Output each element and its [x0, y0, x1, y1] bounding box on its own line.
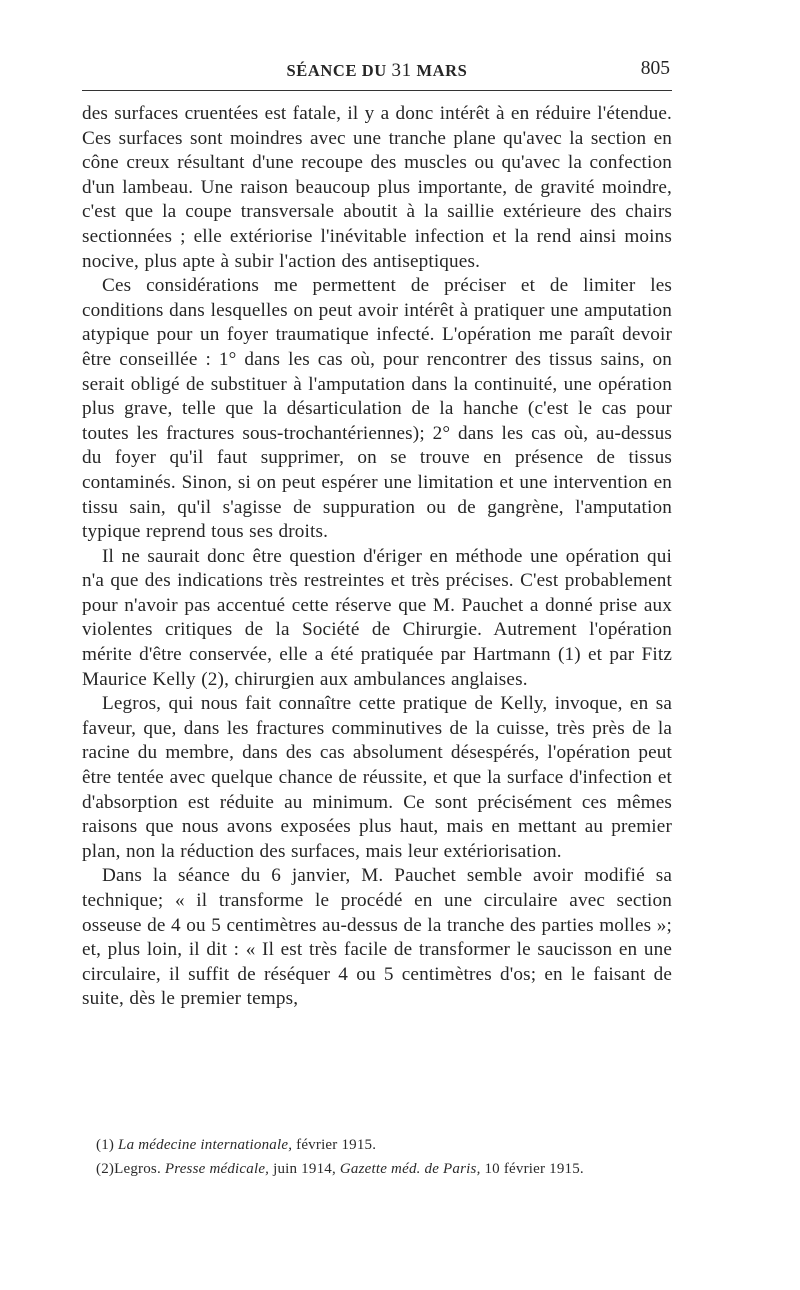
footnote-1-date: février 1915. — [292, 1137, 377, 1153]
footnote-2 — [96, 1157, 696, 1181]
paragraph-5: Dans la séance du 6 janvier, M. Pauchet semble avoir modifié sa technique; « il transforme le procédé en une circulaire avec section osseuse de 4 ou 5 centimètres au-dessus de la tranche des parties molles »; et, plus loin, il dit : « Il est très facile de transformer le saucisson en une circulaire, il suffit de réséquer 4 ou 5 centimètres d'os; en le faisant de suite, dès le premier temps, — [82, 865, 672, 1010]
footnote-2-author: Legros. — [114, 1161, 165, 1177]
paragraph-1: des surfaces cruentées est fatale, il y a donc intérêt à en réduire l'étendue. Ces surfaces sont moindres avec une tranche plane qu'avec la section en cône creux résultant d'une recoupe des muscles ou qu'avec la confection d'un lambeau. Une raison beaucoup plus importante, de gravité moindre, c'est que la coupe transversale aboutit à la saillie extérieure des chairs sectionnées ; elle extériorise l'inévitable infection et la rend ainsi moins nocive, plus apte à subir l'action des antiseptiques. — [82, 103, 672, 272]
header-title — [82, 60, 672, 82]
footnote-2-source-1: Presse médicale, — [164, 1161, 270, 1177]
paragraph-4: Legros, qui nous fait connaître cette pratique de Kelly, invoque, en sa faveur, que, dans les fractures comminutives de la cuisse, très près de la racine du membre, dans des cas absolument désespérés, l'opération peut être tentée avec quelque chance de réussite, et que la surface d'infection et d'absorption est réduite au minimum. Ce sont précisément ces mêmes raisons que nous avons exposées plus haut, mais en mettant au premier plan, non la réduction des surfaces, mais leur extériorisation. — [82, 693, 672, 862]
page — [82, 52, 672, 1012]
body-text — [82, 102, 672, 1012]
running-header — [82, 52, 672, 91]
footnote-1-source: La médecine internationale, — [118, 1137, 293, 1153]
footnote-1-marker: (1) — [96, 1137, 115, 1153]
header-title-number: 31 — [391, 60, 412, 81]
header-title-after: MARS — [411, 61, 468, 80]
header-title-before: SÉANCE DU — [286, 61, 392, 80]
footnote-2-marker: (2) — [96, 1161, 115, 1177]
footnote-1 — [96, 1133, 696, 1157]
footnote-2-date-1: juin 1914, — [269, 1161, 340, 1177]
paragraph-2: Ces considérations me permettent de préciser et de limiter les conditions dans lesquelles on peut avoir intérêt à pratiquer une amputation atypique pour un foyer traumatique infecté. L'opération me paraît devoir être conseillée : 1° dans les cas où, pour rencontrer des tissus sains, on serait obligé de substituer à l'amputation dans la continuité, une opération plus grave, telle que la désarticulation de la hanche (c'est le cas pour toutes les fractures sous-trochantériennes); 2° dans les cas où, au-dessus du foyer qu'il faut supprimer, on se trouve en présence de tissus contaminés. Sinon, si on peut espérer une limitation et une intervention en tissu sain, qu'il s'agisse de suppuration ou de gangrène, l'amputation typique reprend tous ses droits. — [82, 275, 672, 543]
footnote-2-source-2: Gazette méd. de Paris, — [339, 1161, 481, 1177]
paragraph-3: Il ne saurait donc être question d'ériger en méthode une opération qui n'a que des indications très restreintes et très précises. C'est probablement pour n'avoir pas accentué cette réserve que M. Pauchet a donné prise aux violentes critiques de la Société de Chirurgie. Autrement l'opération mérite d'être conservée, elle a été pratiquée par Hartmann (1) et par Fitz Maurice Kelly (2), chirurgien aux ambulances anglaises. — [82, 545, 672, 690]
footnotes — [96, 1133, 696, 1181]
page-number: 805 — [640, 58, 670, 79]
footnote-2-date-2: 10 février 1915. — [480, 1161, 584, 1177]
